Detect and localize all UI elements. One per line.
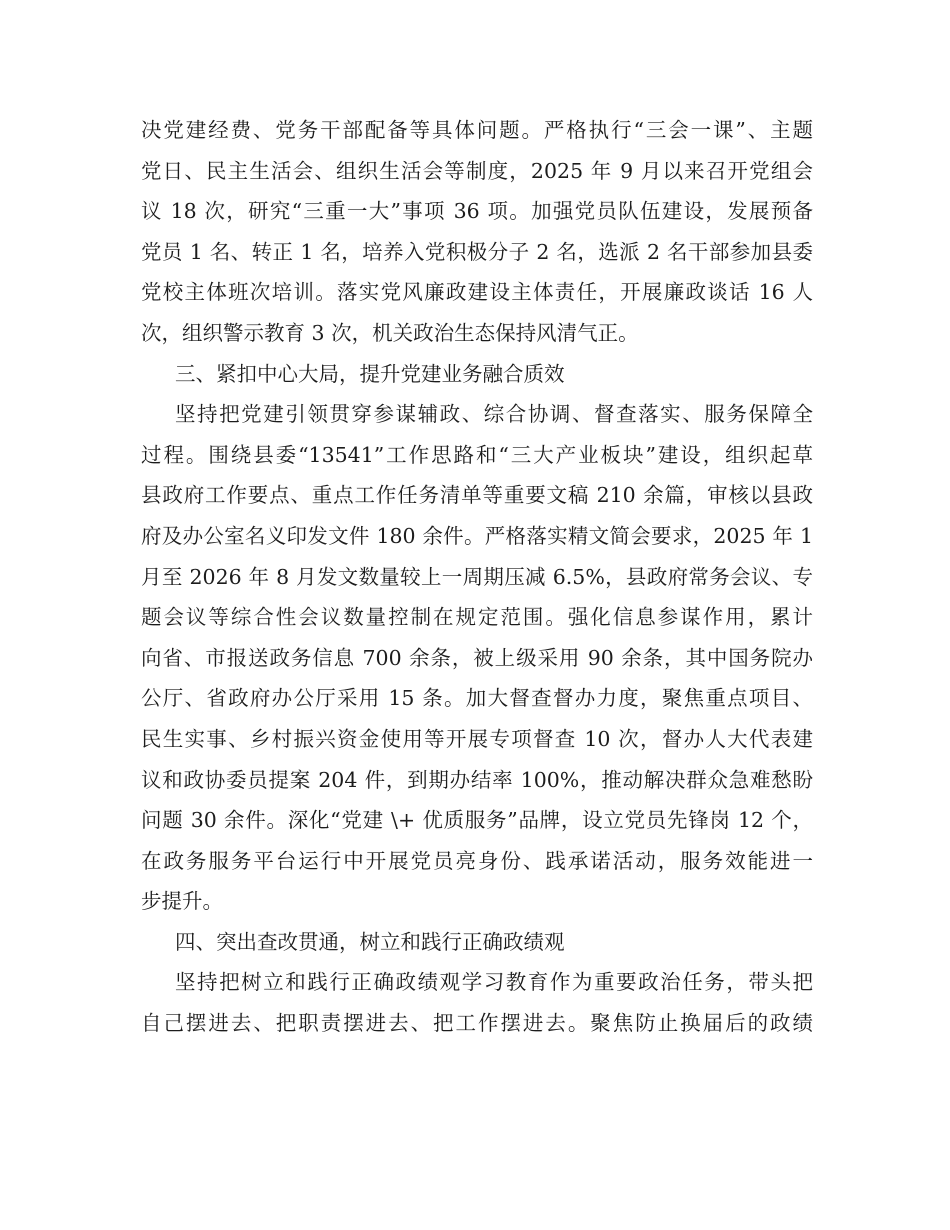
document-body — [141, 110, 813, 1044]
text-line: 议 18 次，研究“三重一大”事项 36 项。加强党员队伍建设，发展预备 — [141, 199, 813, 224]
text-line: 月至 2026 年 8 月发文数量较上一周期压减 6.5%，县政府常务会议、专 — [141, 564, 813, 589]
paragraph-performance-view — [141, 962, 813, 1043]
text-line: 自己摆进去、把职责摆进去、把工作摆进去。聚焦防止换届后的政绩 — [141, 1011, 813, 1036]
text-line: 向省、市报送政务信息 700 余条，被上级采用 90 余条，其中国务院办 — [141, 645, 813, 670]
text-line: 党日、民主生活会、组织生活会等制度，2025 年 9 月以来召开党组会 — [141, 158, 813, 183]
text-line: 坚持把党建引领贯穿参谋辅政、综合协调、督查落实、服务保障全 — [175, 402, 813, 427]
text-line: 公厅、省政府办公厅采用 15 条。加大督查督办力度，聚焦重点项目、 — [141, 686, 813, 711]
text-line: 府及办公室名义印发文件 180 余件。严格落实精文简会要求，2025 年 1 — [141, 523, 813, 548]
text-line: 议和政协委员提案 204 件，到期办结率 100%，推动解决群众急难愁盼 — [141, 767, 813, 792]
paragraph-party-building — [141, 110, 813, 354]
text-line: 在政务服务平台运行中开展党员亮身份、践承诺活动，服务效能进一 — [141, 848, 813, 873]
text-line: 问题 30 余件。深化“党建 \+ 优质服务”品牌，设立党员先锋岗 12 个， — [141, 808, 813, 833]
text-line: 过程。围绕县委“13541”工作思路和“三大产业板块”建设，组织起草 — [141, 442, 813, 467]
text-line: 步提升。 — [141, 889, 223, 914]
paragraph-integration — [141, 394, 813, 922]
text-line: 民生实事、乡村振兴资金使用等开展专项督查 10 次，督办人大代表建 — [141, 726, 813, 751]
section-heading-3: 三、紧扣中心大局，提升党建业务融合质效 — [175, 361, 565, 386]
text-line: 党校主体班次培训。落实党风廉政建设主体责任，开展廉政谈话 16 人 — [141, 280, 813, 305]
text-line: 坚持把树立和践行正确政绩观学习教育作为重要政治任务，带头把 — [175, 970, 813, 995]
text-line: 县政府工作要点、重点工作任务清单等重要文稿 210 余篇，审核以县政 — [141, 483, 813, 508]
section-heading-4: 四、突出查改贯通，树立和践行正确政绩观 — [175, 929, 565, 954]
text-line: 题会议等综合性会议数量控制在规定范围。强化信息参谋作用，累计 — [141, 605, 813, 630]
text-line: 次，组织警示教育 3 次，机关政治生态保持风清气正。 — [141, 320, 639, 345]
text-line: 决党建经费、党务干部配备等具体问题。严格执行“三会一课”、主题 — [141, 118, 813, 142]
text-line: 党员 1 名、转正 1 名，培养入党积极分子 2 名，选派 2 名干部参加县委 — [141, 239, 813, 264]
